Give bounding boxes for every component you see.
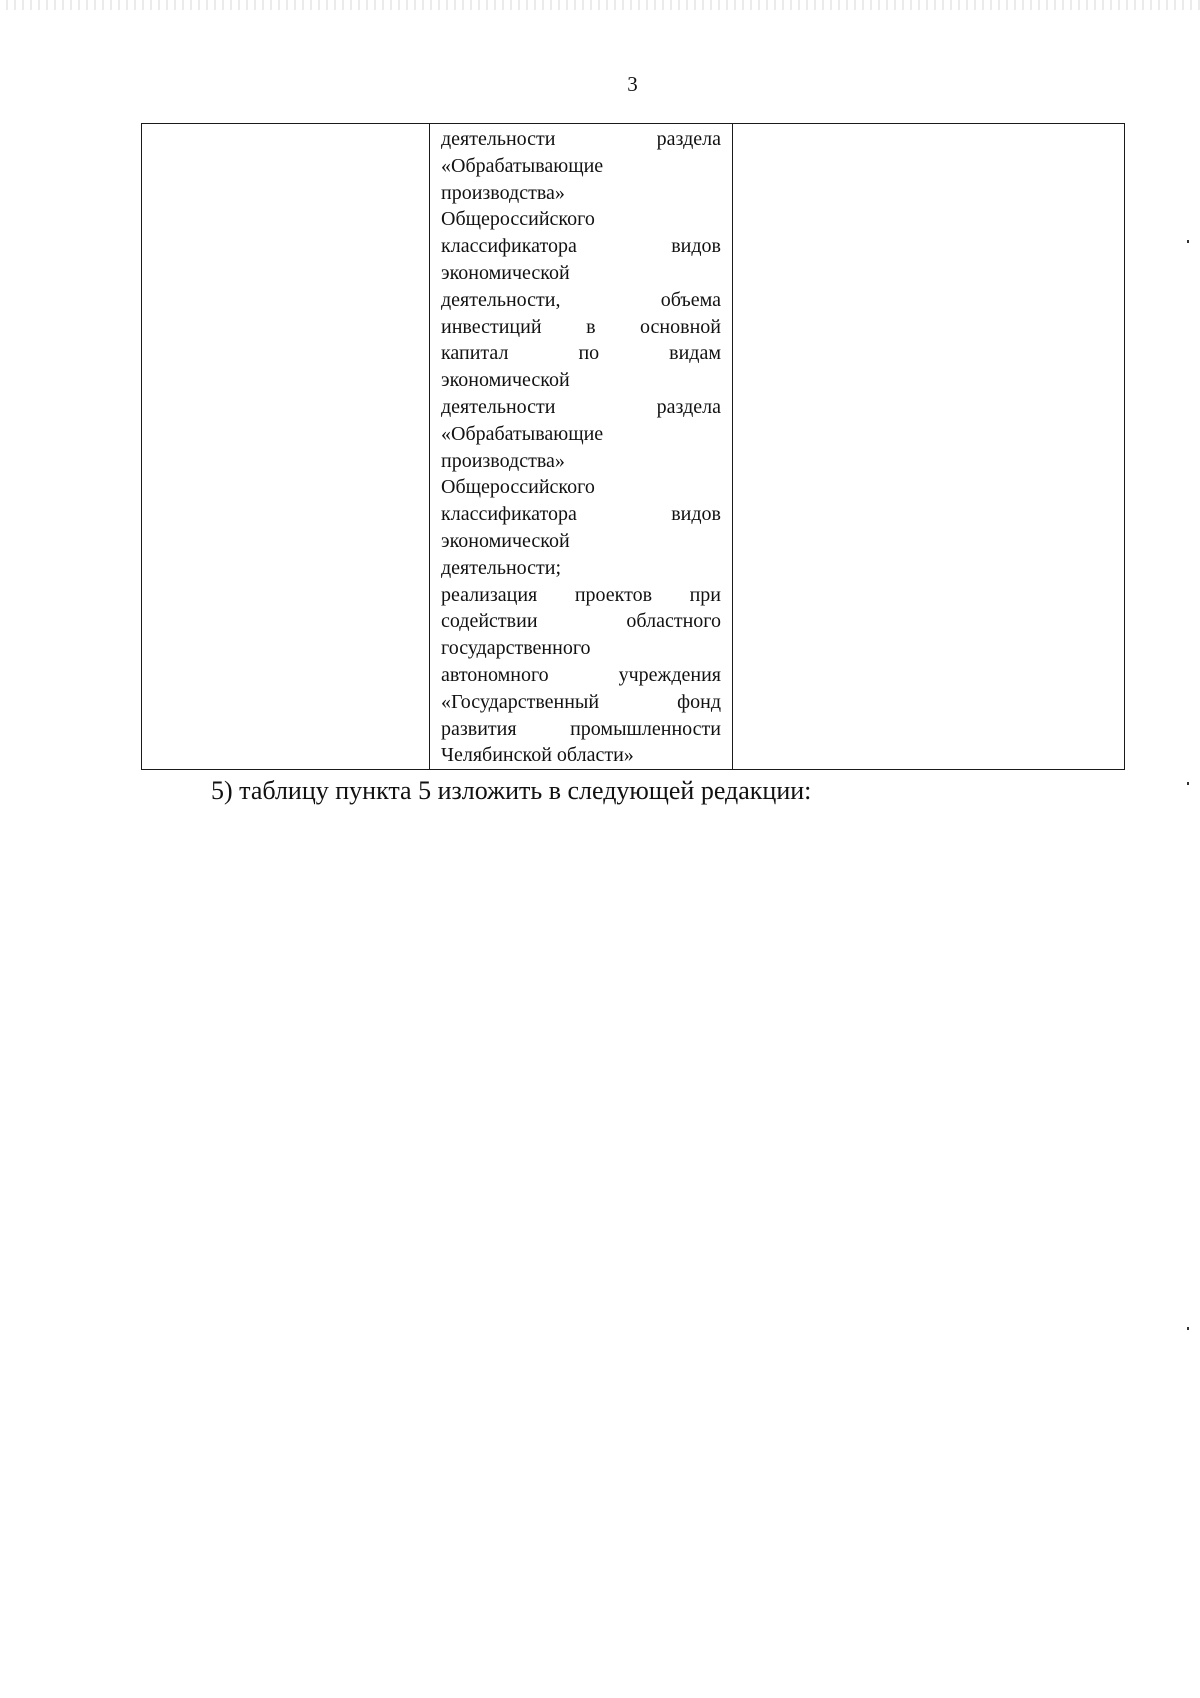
scan-speck [1187,1327,1189,1330]
table-cell-line: Челябинской области» [441,744,634,767]
scan-speck [1187,782,1189,785]
table-cell-line: реализация проектов при [441,583,721,606]
table-cell-line: Общероссийского [441,208,595,231]
table-cell-col3 [733,124,1125,770]
table-cell-line: классификатора видов [441,503,721,526]
table-cell-col1 [142,124,430,770]
table-cell-line: государственного [441,637,591,660]
table-cell-line: Общероссийского [441,476,595,499]
table-row [142,124,1125,770]
table-cell-line: экономической [441,529,570,552]
page-number: 3 [627,72,638,96]
table-cell-line: деятельности раздела [441,395,721,418]
table-cell-line: «Обрабатывающие [441,154,604,177]
table-cell-line: развития промышленности [441,717,721,740]
table-cell-line: деятельности; [441,556,562,579]
table-cell-line: капитал по видам [441,342,721,365]
table-cell-line: «Обрабатывающие [441,422,604,445]
table-cell-line: содействии областного [441,610,721,633]
table-cell-line: инвестиций в основной [441,315,721,338]
table-cell-line: автономного учреждения [441,663,721,686]
table-cell-line: производства» [441,449,565,472]
scan-noise-top [0,0,1200,10]
table-cell-text [430,124,732,769]
document-table [141,123,1125,770]
paragraph-text: 5) таблицу пункта 5 изложить в следующей редакции: [211,776,812,805]
table-cell-line: деятельности, объема [441,288,721,311]
table-cell-line: деятельности раздела [441,128,721,150]
scan-speck [1187,240,1189,243]
table-cell-col2 [430,124,733,770]
table-cell-line: экономической [441,261,570,284]
table-cell-line: экономической [441,369,570,392]
table-cell-line: производства» [441,181,565,204]
table-cell-line: классификатора видов [441,235,721,258]
table-cell-line: «Государственный фонд [441,690,721,713]
table-cell-text [142,124,429,126]
table-cell-text [733,124,1124,126]
